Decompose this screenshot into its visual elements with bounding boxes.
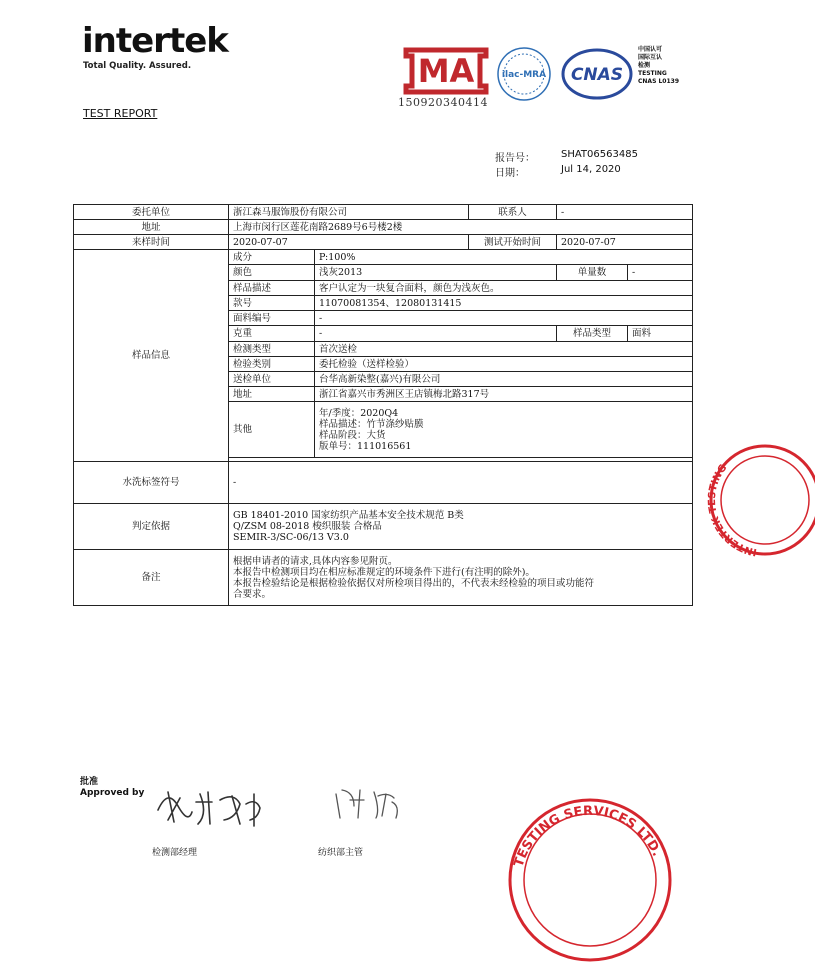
ma-logo <box>400 44 492 94</box>
other-value: 年/季度：2020Q4 样品描述：竹节涤纱贴膜 样品阶段：大货 版单号：111016561 <box>315 402 693 458</box>
test-start-label: 测试开始时间 <box>469 235 557 250</box>
report-no-value: SHAT06563485 <box>561 149 638 160</box>
style-value: 11070081354、12080131415 <box>315 296 693 311</box>
composition-label: 成分 <box>229 250 315 265</box>
inspect-type-label: 检验类别 <box>229 357 315 372</box>
remarks-label: 备注 <box>74 550 229 606</box>
report-no-label: 报告号： <box>495 153 535 164</box>
qty-label: 单量数 <box>557 265 628 280</box>
style-label: 款号 <box>229 296 315 311</box>
side-stamp <box>705 440 758 560</box>
care-label-value: - <box>229 462 693 504</box>
report-table <box>73 204 693 606</box>
desc-label: 样品描述 <box>229 281 315 296</box>
ma-number: 150920340414 <box>398 96 488 109</box>
date-label: 日期： <box>495 168 525 179</box>
title-2: 纺织部主管 <box>318 848 364 858</box>
fabric-no-value: - <box>315 311 693 326</box>
fabric-no-label: 面料编号 <box>229 311 315 326</box>
sample-type-label: 样品类型 <box>557 326 628 341</box>
ilac-text: ilac-MRA <box>501 70 547 80</box>
qty-cell <box>557 265 693 281</box>
sender-address-value: 浙江省嘉兴市秀洲区王店镇梅北路317号 <box>315 387 693 402</box>
care-label-label: 水洗标签符号 <box>74 462 229 504</box>
color-value: 浅灰2013 <box>315 265 557 281</box>
side-stamp-graphic <box>705 440 815 560</box>
sender-address-label: 地址 <box>229 387 315 402</box>
signature-1 <box>150 780 280 830</box>
basis-value: GB 18401-2010 国家纺织产品基本安全技术规范 B类 Q/ZSM 08-2018 梭织服装 合格品 SEMIR-3/SC-06/13 V3.0 <box>229 504 693 550</box>
cnas-logo <box>560 46 634 102</box>
svg-text:TESTING SERVICES LTD.: TESTING SERVICES LTD. <box>511 803 665 869</box>
test-start-value: 2020-07-07 <box>557 235 693 250</box>
sender-value: 台华高新染整(嘉兴)有限公司 <box>315 372 693 387</box>
sender-label: 送检单位 <box>229 372 315 387</box>
inspect-type-value: 委托检验（送样检验） <box>315 357 693 372</box>
report-title: TEST REPORT <box>83 107 158 120</box>
remarks-value: 根据申请者的请求,具体内容参见附页。 本报告中检测项目均在相应标准规定的环境条件下进行(有注明的除外)。 本报告检验结论是根据检验依据仅对所检项目得出的，不代表未经检验的项目或功能符 合要求。 <box>229 550 693 606</box>
date-value: Jul 14, 2020 <box>561 164 621 175</box>
color-label: 颜色 <box>229 265 315 281</box>
ma-text: MA <box>417 52 475 90</box>
intertek-logo: intertek <box>82 21 228 61</box>
desc-value: 客户认定为一块复合面料，颜色为浅灰色。 <box>315 281 693 296</box>
svg-text:INTERTEK TESTING: INTERTEK TESTING <box>706 462 758 558</box>
address-value: 上海市闵行区莲花南路2689号6号楼2楼 <box>229 220 693 235</box>
sample-type-cell <box>557 326 693 342</box>
basis-label: 判定依据 <box>74 504 229 550</box>
ilac-mra-logo <box>496 46 552 102</box>
contact-label: 联系人 <box>469 205 557 220</box>
qty-value: - <box>632 267 636 278</box>
address-label: 地址 <box>74 220 229 235</box>
test-type-value: 首次送检 <box>315 342 693 357</box>
bottom-stamp-graphic <box>505 795 675 965</box>
approved-en-label: Approved by <box>80 788 145 798</box>
sample-info-label: 样品信息 <box>74 250 229 462</box>
bottom-stamp <box>505 795 675 869</box>
cnas-text: CNAS <box>570 65 624 85</box>
client-label: 委托单位 <box>74 205 229 220</box>
client-value: 浙江森马服饰股份有限公司 <box>229 205 469 220</box>
contact-value: - <box>557 205 693 220</box>
sample-type-value: 面料 <box>632 328 652 339</box>
received-value: 2020-07-07 <box>229 235 469 250</box>
received-label: 来样时间 <box>74 235 229 250</box>
test-type-label: 检测类型 <box>229 342 315 357</box>
approved-cn-label: 批准 <box>80 777 99 787</box>
weight-value: - <box>315 326 557 342</box>
cnas-accreditation-text: 中国认可 国际互认 检测 TESTING CNAS L0139 <box>638 46 680 85</box>
other-label: 其他 <box>229 402 315 458</box>
weight-label: 克重 <box>229 326 315 342</box>
signature-2 <box>330 780 410 830</box>
composition-value: P:100% <box>315 250 693 265</box>
logo-tagline: Total Quality. Assured. <box>83 61 192 71</box>
title-1: 检测部经理 <box>152 848 198 858</box>
